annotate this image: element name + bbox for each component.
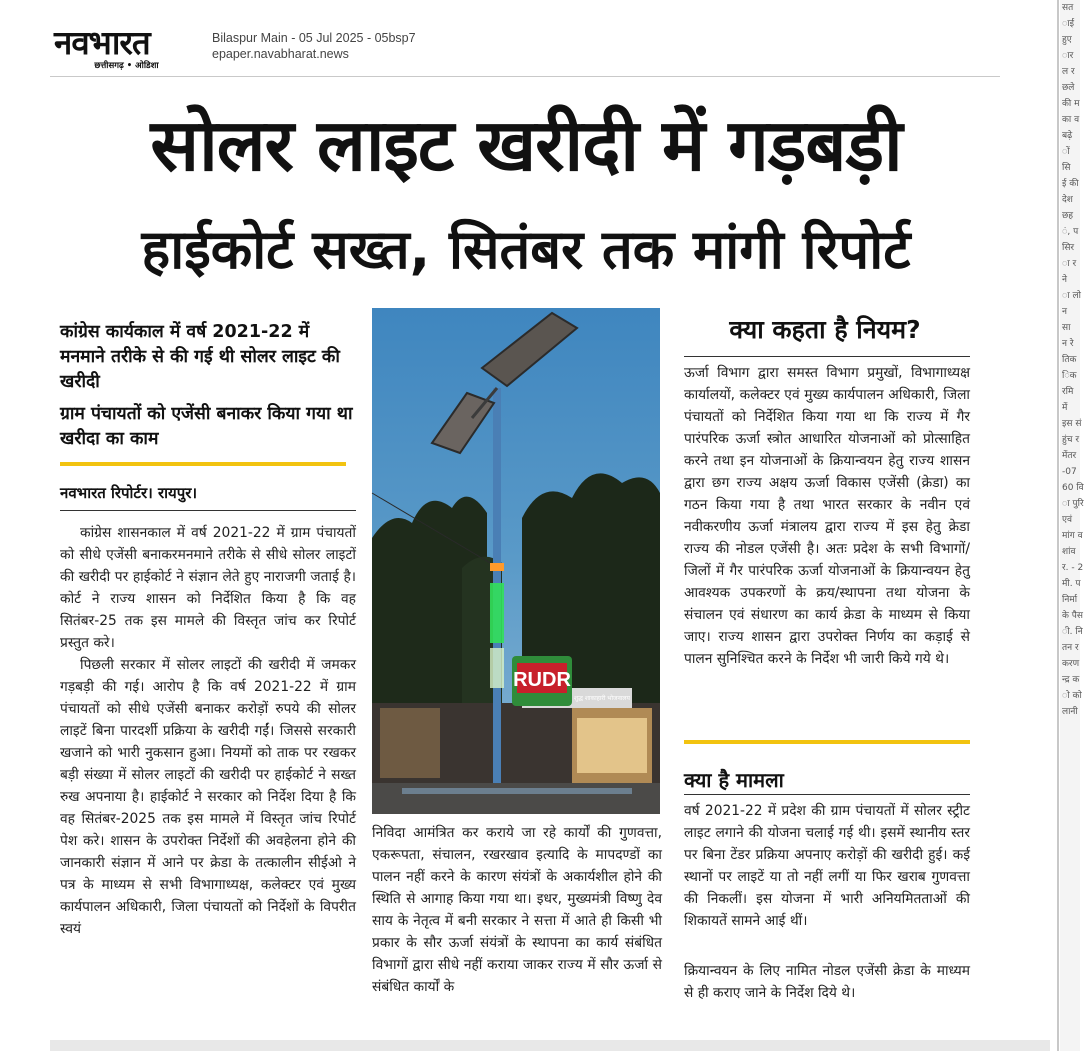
matter-section-heading: क्या है मामला [684, 768, 784, 792]
adjacent-page-fragment: सत [1062, 3, 1074, 13]
left-paragraph-1: कांग्रेस शासनकाल में वर्ष 2021-22 में ग्राम पंचायतों को सीधे एजेंसी बनाकरमनमाने तरीके से सीधे सोलर लाइटों की खरीदी पर हाईकोर्ट ने संज्ञान लेते हुए नाराजगी जताई है। कोर्ट ने राज्य शासन को निर्देशित किया है कि वह सितंबर-25 तक इस मामले की विस्तृत जांच कर रिपोर्ट प्रस्तुत करे। [60, 525, 356, 651]
adjacent-page-fragment: इस सं [1062, 419, 1082, 429]
rule-section-heading: क्या कहता है नियम? [729, 315, 921, 344]
adjacent-page-fragment: निर्मा [1062, 595, 1078, 605]
deck-line-2: ग्राम पंचायतों को एजेंसी बनाकर किया गया था खरीदा का काम [60, 404, 353, 449]
adjacent-page-fragment: -07 [1062, 467, 1077, 477]
adjacent-page-fragment: ं, प [1062, 227, 1079, 237]
adjacent-page-fragment: ा लो [1062, 291, 1081, 301]
adjacent-page-fragment: 60 वि [1062, 483, 1084, 493]
adjacent-page-fragment: का व [1062, 115, 1080, 125]
adjacent-page-fragment: तिक [1062, 355, 1077, 365]
deck-yellow-rule [60, 462, 346, 466]
adjacent-page-fragment: करण [1062, 659, 1080, 669]
shop-sign-text: RUDR [513, 669, 571, 691]
logo-subtitle: छत्तीसगढ़ • ओडिशा [94, 61, 159, 71]
adjacent-page-fragment: बढ़े [1062, 131, 1073, 141]
middle-paragraph: निविदा आमंत्रित कर कराये जा रहे कार्यों की गुणवत्ता, एकरूपता, संचालन, रखरखाव इत्यादि के मापदण्डों का पालन नहीं करने के कारण संयंत्रों के अकार्यशील होने की स्थिति से आगाह किया गया था। इधर, मुख्यमंत्री विष्णु देव साय के नेतृत्व में बनी सरकार ने सत्ता में आते ही किसी भी प्रकार के सौर ऊर्जा संयंत्रों के स्थापना का कार्य संबंधित विभागों द्वारा सीधे नहीं कराया जाकर राज्य में सौर ऊर्जा से संबंधित कार्यों के [372, 825, 662, 995]
sub-headline: हाईकोर्ट सख्त, सितंबर तक मांगी रिपोर्ट [141, 218, 911, 281]
street-light-photo [372, 308, 660, 814]
adjacent-page-fragment: एवं [1062, 515, 1072, 525]
adjacent-page-fragment: ई की [1062, 179, 1079, 189]
byline-rule [60, 510, 356, 511]
news-photo [372, 308, 660, 814]
matter-heading-rule [684, 794, 970, 795]
adjacent-page-fragment: मांग व [1062, 531, 1083, 541]
adjacent-page-fragment: देश [1062, 195, 1073, 205]
adjacent-page-fragment: की म [1062, 99, 1080, 109]
adjacent-page-fragments [1060, 0, 1084, 720]
story-deck [60, 320, 356, 452]
middle-column-body [372, 822, 662, 1032]
newspaper-logo [54, 23, 199, 71]
adjacent-page-fragment: न रे [1062, 339, 1074, 349]
adjacent-page-fragment: लानी [1062, 707, 1078, 717]
adjacent-page-fragment: छले [1062, 83, 1075, 93]
deck-line-1: कांग्रेस कार्यकाल में वर्ष 2021-22 में मनमाने तरीके से की गई थी सोलर लाइट की खरीदी [60, 322, 340, 392]
adjacent-page-fragment: ों [1062, 147, 1070, 157]
left-paragraph-2: पिछली सरकार में सोलर लाइटों की खरीदी में जमकर गड़बड़ी की गई। आरोप है कि वर्ष 2021-22 में ग्राम पंचायतों को सीधे एजेंसी बनाकर करोड़ों रुपये की सोलर लाइटें बिना पारदर्शी प्रक्रिया के खरीदी गईं। जिससे सरकारी खजाने को भारी नुकसान हुआ। नियमों को ताक पर रखकर बड़ी संख्या में सोलर लाइटों की खरीदी पर हाईकोर्ट ने सख्त रुख अपनाया है। हाईकोर्ट ने सरकार को निर्देश दिया है कि वह सितंबर-2025 तक इस मामले में विस्तृत जांच रिपोर्ट पेश करे। शासन के उपरोक्त निर्देशों की अवहेलना होने की जानकारी संज्ञान में आने पर क्रेडा के तत्कालीन सीईओ ने पत्र के माध्यम से सभी विभागाध्यक्ष, कलेक्टर एवं मुख्य कार्यपालन अधिकारी, जिला पंचायतों को निर्देशों के विपरीत स्वयं [60, 657, 356, 937]
edition-line: Bilaspur Main - 05 Jul 2025 - 05bsp7 [212, 31, 416, 45]
adjacent-page-fragment: मी. प [1062, 579, 1081, 589]
adjacent-page-fragment: छह [1062, 211, 1074, 221]
adjacent-page-fragment: ो को [1062, 691, 1082, 701]
matter-section-body: वर्ष 2021-22 में प्रदेश की ग्राम पंचायतों में सोलर स्ट्रीट लाइट लगाने की योजना चलाई गई थी। इसमें स्थानीय स्तर पर बिना टेंडर प्रक्रिया अपनाए करोड़ों की खरीदी हुई। कई स्थानों पर लाइटें या तो नहीं लगीं या फिर खराब गुणवत्ता की निकलीं। इस योजना में भारी अनियमितताओं की शिकायतें सामने आई थीं। [684, 803, 970, 929]
adjacent-page-fragment: ाई [1062, 19, 1075, 29]
page-edge-divider [1057, 0, 1059, 1051]
byline: नवभारत रिपोर्टर। रायपुर। [60, 484, 198, 502]
logo-text: नवभारत [54, 23, 150, 62]
adjacent-page-fragment: शांव [1062, 547, 1076, 557]
adjacent-page-fragment: िक [1062, 371, 1077, 381]
adjacent-page-fragment: हुए [1062, 35, 1072, 45]
masthead-divider [50, 76, 1000, 77]
right-yellow-rule [684, 740, 970, 744]
adjacent-page-fragment: सि [1062, 163, 1071, 173]
adjacent-page-fragment: तन र [1062, 643, 1079, 653]
adjacent-page-fragment: र. - 2 [1062, 563, 1084, 573]
edition-url[interactable]: epaper.navabharat.news [212, 47, 349, 61]
rule-heading-rule [684, 356, 970, 357]
adjacent-page-fragment: मेंतर [1062, 451, 1077, 461]
adjacent-page-fragment: ा र [1062, 259, 1077, 269]
adjacent-page-fragment: सा [1062, 323, 1071, 333]
bottom-scrollbar[interactable] [50, 1040, 1050, 1051]
adjacent-page-fragment: सिर [1062, 243, 1075, 253]
adjacent-page-fragment: ार [1062, 51, 1074, 61]
adjacent-page-fragment: रमि [1062, 387, 1074, 397]
adjacent-page-fragment: के पैस [1062, 611, 1083, 621]
adjacent-page-fragment: ा पुरि [1062, 499, 1084, 509]
matter-section-tail: क्रियान्वयन के लिए नामित नोडल एजेंसी क्रेडा के माध्यम से ही कराए जाने के निर्देश दिये थे। [684, 963, 970, 1001]
left-column-body [60, 522, 356, 1032]
edition-info [212, 30, 416, 62]
adjacent-page-fragment: ी. नि [1062, 627, 1083, 637]
adjacent-page-fragment: हुंच र [1062, 435, 1080, 445]
adjacent-page-fragment: ल र [1062, 67, 1075, 77]
adjacent-page-fragment: में [1062, 403, 1068, 413]
main-headline: सोलर लाइट खरीदी में गड़बड़ी [150, 103, 902, 187]
adjacent-page-strip [1060, 0, 1084, 1051]
shop-board-text: शुद्ध शाकाहारी भोजनालय [574, 695, 630, 702]
adjacent-page-fragment: न [1062, 307, 1067, 317]
rule-section-body: ऊर्जा विभाग द्वारा समस्त विभाग प्रमुखों, विभागाध्यक्ष कार्यालयों, कलेक्टर एवं मुख्य कार्यपालन अधिकारी, जिला पंचायतों को निर्देशित किया गया था कि राज्य में गैर पारंपरिक ऊर्जा स्त्रोत आधारित योजनाओं को प्रोत्साहित करने तथा इन योजनाओं के क्रियान्वयन हेतु राज्य शासन द्वारा छग राज्य अक्षय ऊर्जा विकास एजेंसी (क्रेडा) का गठन किया गया है तथा भारत सरकार के नवीन एवं नवीकरणीय ऊर्जा मंत्रालय द्वारा राज्य में इस हेतु क्रेडा राज्य की नोडल एजेंसी है। अतः प्रदेश के सभी विभागों/जिलों में गैर पारंपरिक ऊर्जा योजनाओं के क्रियान्वयन हेतु आवश्यक उपकरणों के क्रय/स्थापना तथा योजना के संचालन एवं संधारण का कार्य क्रेडा के माध्यम से किया जाए। राज्य शासन द्वारा उपरोक्त निर्णय का कड़ाई से पालन सुनिश्चित करने के निर्देश भी जारी किये गये थे। [684, 365, 970, 667]
adjacent-page-fragment: न्द्र क [1062, 675, 1080, 685]
adjacent-page-fragment: ने [1062, 275, 1067, 285]
